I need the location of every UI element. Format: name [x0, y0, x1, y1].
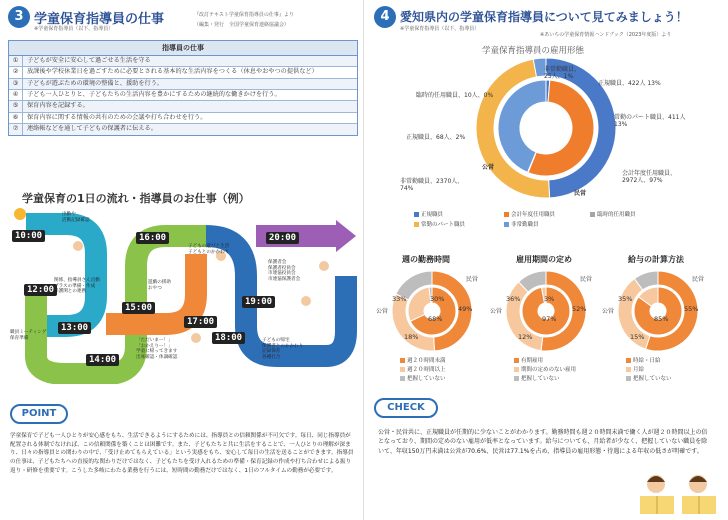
duty-text: 保育内容に関する情報の共有のための会議や打ち合わせを行う。 [27, 113, 207, 121]
small-chart-title: 雇用期間の定め [516, 255, 572, 264]
legend-swatch [504, 212, 509, 217]
private-label: 民営 [580, 276, 593, 283]
small-legend-item [400, 356, 446, 364]
duty-number: ① [9, 56, 23, 66]
duty-text: 子どもが遊ぶための環境の整備と、援助を行う。 [27, 79, 164, 87]
duty-number: ② [9, 67, 23, 77]
clock-16: 16:00 [136, 232, 169, 244]
note-return: 「ただいまー！」 「おかえりー！」 学童に帰ってきます 出席確認・体調確認 [136, 338, 178, 361]
duty-row [9, 101, 357, 112]
check-badge: CHECK [374, 398, 438, 418]
note-parents: 保護者会 保護者役員会 市連協役員会 市連協保護者会 [268, 260, 301, 283]
legend-label: 把握していない [521, 376, 560, 382]
duty-row [9, 113, 357, 124]
legend-label: 把握していない [633, 376, 672, 382]
duty-number: ④ [9, 90, 23, 100]
clock-19: 19:00 [242, 296, 275, 308]
flow-arrow-head [336, 220, 356, 252]
percent-label: 35% [618, 295, 633, 303]
check-text: 公営・民営共に、正規職員が任期的に少ないことがわかります。勤務時間も週２０時間未満で働く人が週２０時間以上の倍となっており、期間の定めのない雇用が低率となっています。給与についても、月給者が少なく、把握していない職員を除いて、年収150万円未満は公営が70.6%、民営は77.1%を占め、指導員の雇用形態・待遇による年収の低さが明確です。 [378, 429, 708, 455]
duty-row [9, 56, 357, 67]
source-line2: （編集・発行 全国学童保育連絡協議会） [194, 22, 290, 28]
label-hijokin-private: 非常勤職員、 25人、1% [544, 66, 581, 81]
duty-text: 放課後や学校休業日を過ごすために必要とされる基本的な生活内容をつくる（休息やおやつの提供など） [27, 68, 318, 76]
legend-swatch [626, 358, 631, 363]
legend-item [504, 210, 555, 218]
legend-swatch [504, 222, 509, 227]
right-page [364, 0, 728, 520]
percent-label: 52% [572, 305, 587, 313]
note-noon: 関係、指導員さん出勤 プラスの準備・作成 保護関との連携 [54, 278, 100, 295]
legend-swatch [514, 367, 519, 372]
public-label: 公営 [602, 308, 615, 315]
percent-label: 30% [430, 295, 445, 303]
duties-header: 指導員の仕事 [9, 41, 357, 56]
legend-label: 正規職員 [421, 212, 444, 218]
duty-text: 子ども一人ひとりと、子どもたちの生活内容を豊かにするための継続的な働きかけを行う。 [27, 91, 281, 99]
small-legend-item [400, 374, 446, 382]
duty-row [9, 90, 357, 101]
legend-swatch [400, 376, 405, 381]
point-text: 学童保育で子ども一人ひとりが安心感をもち、生活できるようにするためには、指導員との信頼関係が不可欠です。毎日、同じ指導員が配置される体制でなければ、この信頼関係を築くことは困難です。また、子どもたちと共に生活をすることで、一人ひとりの理解が深まり、日々の指導員との関わりの中で、「受け止めてもらえている」という実感をもち、安心して毎日の生活を送ることができます。指導員の仕事は、子どもたちへの直接的な関わりだけではなく、子どもたちを受け入れるための準備・保育記録の作成や打ち合わせによる振り返り・研修を重要です。こうした多岐にわたる業務を行うには、短時間の勤務だけではなく、1日のフルタイムの勤務が必要です。 [10, 433, 354, 474]
legend-item [414, 210, 443, 218]
sun-icon [14, 208, 26, 220]
note-meeting: 職員ミーティング 保育準備 [10, 330, 47, 341]
duty-number: ③ [9, 79, 23, 89]
label-seiki-public: 正規職員、68人、2% [406, 134, 466, 141]
public-label: 公営 [376, 308, 389, 315]
legend-label: 月給 [633, 367, 645, 373]
source-right: ※あいちの学童保育情報ハンドブック（2023年度版）より [540, 32, 672, 38]
legend-swatch [414, 212, 419, 217]
small-legend-item [514, 374, 560, 382]
flow-title: 学童保育の1日の流れ・指導員のお仕事（例） [22, 192, 250, 205]
small-legend-item [626, 374, 672, 382]
duty-row [9, 79, 357, 90]
section-number-4: 4 [374, 6, 396, 28]
clock-13: 13:00 [58, 322, 91, 334]
subtitle: ※学童保育指導員（以下、指導員） [34, 26, 114, 32]
percent-label: 85% [654, 315, 669, 323]
private-label: 民営 [692, 276, 705, 283]
daily-flow-diagram [6, 206, 360, 384]
public-label: 公営 [490, 308, 503, 315]
small-legend-item [626, 356, 661, 364]
percent-label: 36% [506, 295, 521, 303]
percent-label: 12% [518, 333, 533, 341]
duty-row [9, 124, 357, 134]
small-legend-item [400, 365, 446, 373]
percent-label: 15% [630, 333, 645, 341]
label-part-private: 常勤のパート職員、411人 13% [614, 114, 686, 129]
legend-label: 会計年度任用職員 [511, 212, 556, 218]
main-chart-title: 学童保育指導員の雇用形態 [482, 46, 585, 56]
person-icon [319, 261, 329, 271]
ribbon-segment-green [36, 236, 206, 374]
label-seiki-private: 正規職員、422人 13% [598, 80, 661, 87]
duty-number: ⑤ [9, 101, 23, 111]
small-legend-item [626, 365, 644, 373]
legend-label: 週２０時間未満 [407, 358, 446, 364]
legend-swatch [590, 212, 595, 217]
legend-label: 週２０時間以上 [407, 367, 446, 373]
point-badge: POINT [10, 404, 68, 424]
duty-number: ⑦ [9, 124, 23, 134]
legend-label: 常勤のパート職員 [421, 222, 466, 228]
percent-label: 18% [404, 333, 419, 341]
clock-18: 18:00 [212, 332, 245, 344]
clock-10: 10:00 [12, 230, 45, 242]
label-private-main: 民営 [574, 190, 587, 197]
legend-swatch [514, 376, 519, 381]
clock-20: 20:00 [266, 232, 299, 244]
percent-label: 3% [544, 295, 555, 303]
legend-label: 把握していない [407, 376, 446, 382]
legend-swatch [626, 367, 631, 372]
duties-table [8, 40, 358, 136]
label-public-main: 公営 [482, 164, 495, 171]
percent-label: 97% [542, 315, 557, 323]
duty-row [9, 67, 357, 78]
legend-label: 期間の定めのない雇用 [521, 367, 577, 373]
person-icon [191, 333, 201, 343]
legend-swatch [400, 358, 405, 363]
duty-text: 連絡帳などを通して子どもの保護者に伝える。 [27, 125, 157, 133]
note-life: 子どもの遊びと生活 子どもとのかかわり [188, 244, 230, 255]
source-line1: 『改訂テキスト学童保育指導員の仕事』より [194, 12, 294, 18]
small-chart-title: 週の勤務時間 [402, 255, 450, 264]
duty-text: 保育内容を記録する。 [27, 102, 89, 110]
legend-swatch [400, 367, 405, 372]
label-hijokin-public: 非常勤職員、2370人、 74% [400, 178, 464, 193]
small-legend-item [514, 365, 576, 373]
percent-label: 55% [684, 305, 699, 313]
legend-label: 有期雇用 [521, 358, 544, 364]
clock-14: 14:00 [86, 354, 119, 366]
person-icon [301, 296, 311, 306]
clock-17: 17:00 [184, 316, 217, 328]
children-reading-icon [634, 470, 724, 518]
small-legend-item [514, 356, 543, 364]
legend-swatch [514, 358, 519, 363]
legend-item [590, 210, 636, 218]
note-play: 遊戯の援助 おやつ [148, 280, 171, 291]
clock-15: 15:00 [122, 302, 155, 314]
note-morning: 出勤や 活動記録確認 [62, 212, 90, 223]
legend-label: 時給・日給 [633, 358, 661, 364]
label-rinji-public: 臨時的任用職員、10人、0% [416, 92, 494, 99]
legend-swatch [626, 376, 631, 381]
small-chart-title: 給与の計算方法 [628, 255, 684, 264]
percent-label: 33% [392, 295, 407, 303]
duty-number: ⑥ [9, 113, 23, 123]
note-evening: 子どもの帰宅 保護者とのかかわり 記録保育 各種打合 [262, 338, 304, 361]
page-title: 学童保育指導員の仕事 [34, 12, 165, 27]
legend-label: 非常勤職員 [511, 222, 539, 228]
legend-item [414, 220, 465, 228]
percent-label: 49% [458, 305, 473, 313]
legend-label: 臨時的任用職員 [597, 212, 636, 218]
private-label: 民営 [466, 276, 479, 283]
percent-label: 68% [428, 315, 443, 323]
section-number-3: 3 [8, 6, 30, 28]
page-title-right: 愛知県内の学童保育指導員について見てみましょう！ [400, 10, 688, 24]
legend-item [504, 220, 539, 228]
clock-12: 12:00 [24, 284, 57, 296]
person-icon [73, 241, 83, 251]
label-kaikei-public: 会計年度任用職員、 2972人、97% [622, 170, 677, 185]
subtitle-right: ※学童保育指導員（以下、指導員） [400, 26, 480, 32]
duty-text: 子どもが安全に安心して過ごせる生活を守る [27, 57, 151, 64]
legend-swatch [414, 222, 419, 227]
